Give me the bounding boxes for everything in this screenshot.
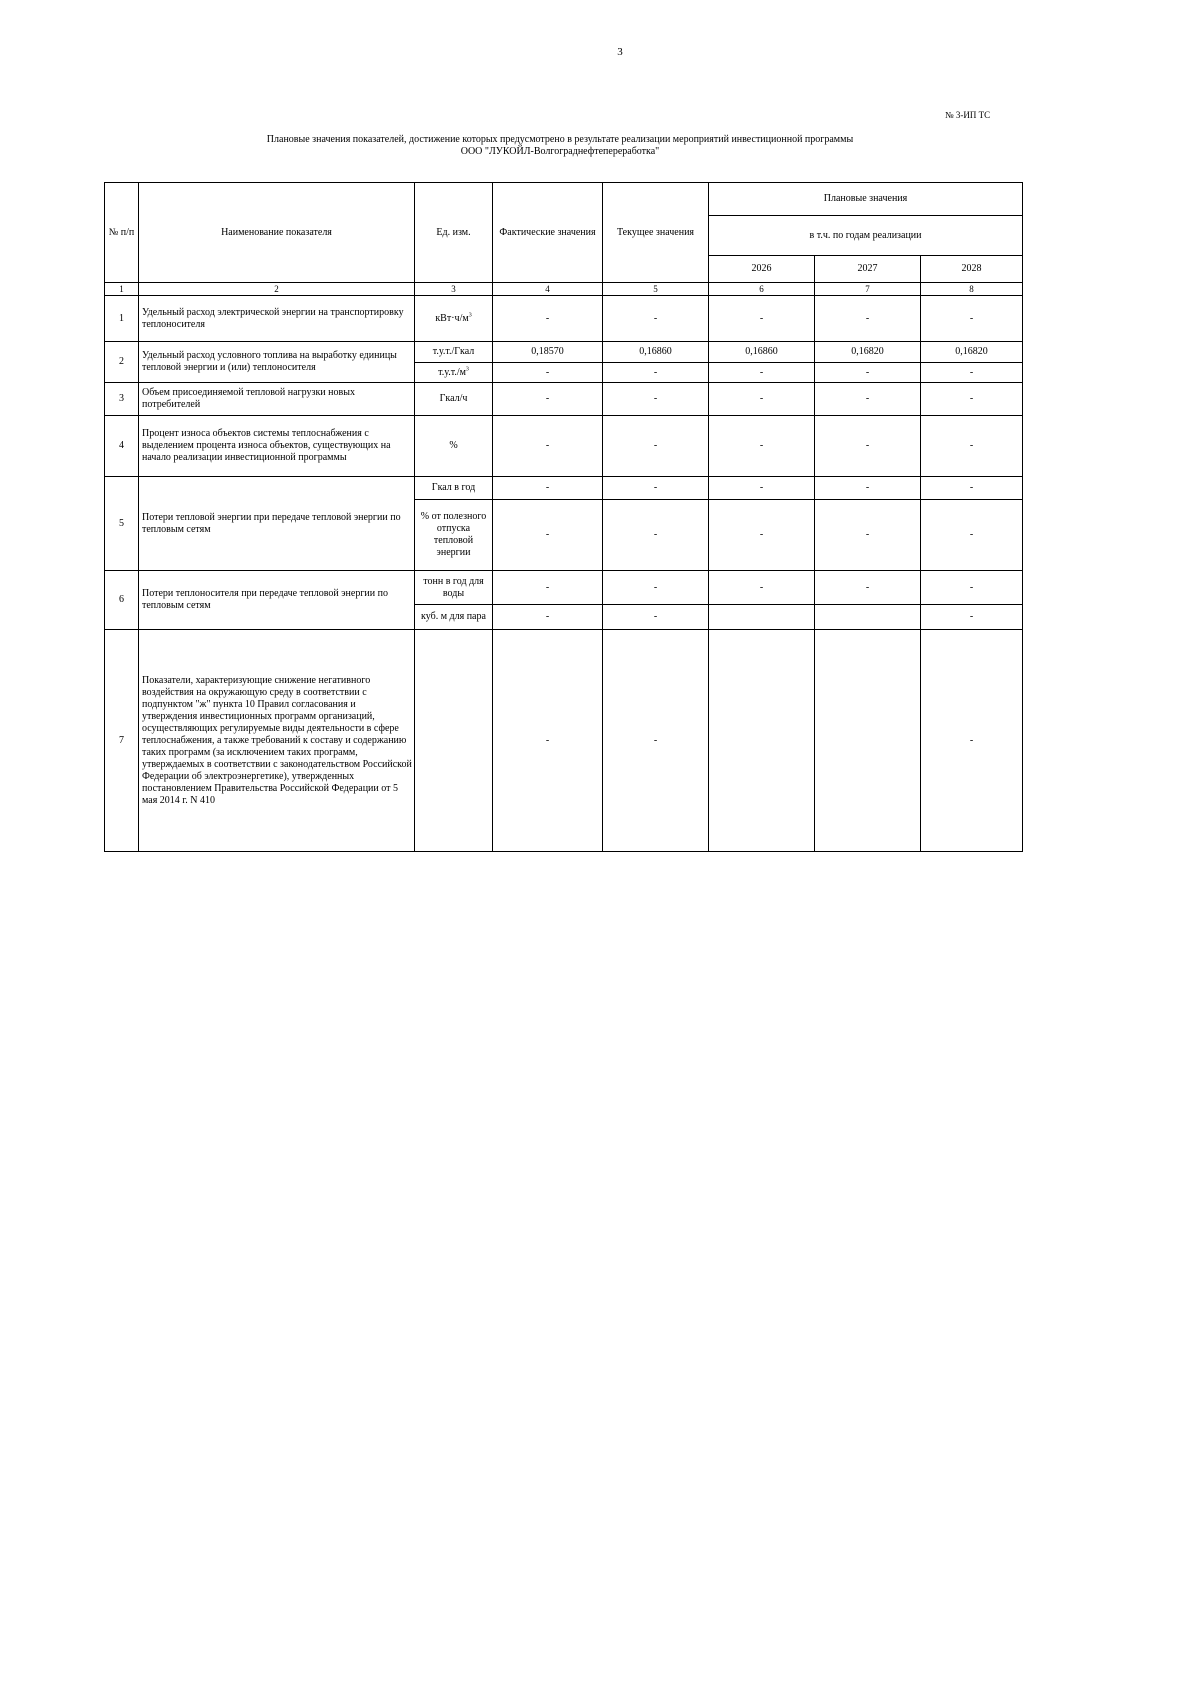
document-title bbox=[130, 134, 990, 158]
value-actual: - bbox=[493, 363, 603, 383]
column-number-row bbox=[105, 283, 1023, 296]
column-number: 6 bbox=[709, 283, 815, 296]
indicator-name: Потери тепловой энергии при передаче тепловой энергии по тепловым сетям bbox=[139, 477, 415, 571]
unit-cell: тонн в год для воды bbox=[415, 571, 493, 605]
value-2026: 0,16860 bbox=[709, 342, 815, 363]
unit-cell: Гкал в год bbox=[415, 477, 493, 500]
header-current: Текущее значения bbox=[603, 183, 709, 283]
unit-cell: куб. м для пара bbox=[415, 605, 493, 630]
unit-superscript: 3 bbox=[468, 312, 472, 319]
column-number: 4 bbox=[493, 283, 603, 296]
indicators-table bbox=[104, 182, 1023, 852]
row-number: 4 bbox=[105, 416, 139, 477]
value-2026: - bbox=[709, 296, 815, 342]
header-name: Наименование показателя bbox=[139, 183, 415, 283]
value-actual: - bbox=[493, 477, 603, 500]
value-actual: - bbox=[493, 571, 603, 605]
value-current: - bbox=[603, 383, 709, 416]
value-2026 bbox=[709, 630, 815, 852]
unit-text: кВт·ч/м bbox=[435, 312, 469, 324]
indicator-name: Потери теплоносителя при передаче тепловой энергии по тепловым сетям bbox=[139, 571, 415, 630]
table-row bbox=[105, 342, 1023, 363]
value-2026: - bbox=[709, 416, 815, 477]
row-number: 6 bbox=[105, 571, 139, 630]
header-no: № п/п bbox=[105, 183, 139, 283]
header-unit: Ед. изм. bbox=[415, 183, 493, 283]
value-2027: - bbox=[815, 500, 921, 571]
row-number: 1 bbox=[105, 296, 139, 342]
value-current: - bbox=[603, 416, 709, 477]
value-current: - bbox=[603, 363, 709, 383]
value-current: - bbox=[603, 296, 709, 342]
value-2026: - bbox=[709, 571, 815, 605]
header-year-2027: 2027 bbox=[815, 256, 921, 283]
unit-cell: % bbox=[415, 416, 493, 477]
value-2026: - bbox=[709, 383, 815, 416]
value-2027: - bbox=[815, 416, 921, 477]
value-2027 bbox=[815, 605, 921, 630]
unit-cell bbox=[415, 630, 493, 852]
value-actual: - bbox=[493, 383, 603, 416]
header-row-1 bbox=[105, 183, 1023, 216]
header-year-2028: 2028 bbox=[921, 256, 1023, 283]
value-2028: - bbox=[921, 477, 1023, 500]
value-2026 bbox=[709, 605, 815, 630]
table-row bbox=[105, 477, 1023, 500]
value-current: - bbox=[603, 630, 709, 852]
table-row bbox=[105, 571, 1023, 605]
value-2027 bbox=[815, 630, 921, 852]
header-by-years: в т.ч. по годам реализации bbox=[709, 216, 1023, 256]
table-row bbox=[105, 383, 1023, 416]
value-current: - bbox=[603, 605, 709, 630]
row-number: 3 bbox=[105, 383, 139, 416]
indicator-name: Удельный расход электрической энергии на транспортировку теплоносителя bbox=[139, 296, 415, 342]
value-2028: - bbox=[921, 630, 1023, 852]
value-actual: 0,18570 bbox=[493, 342, 603, 363]
header-actual: Фактические значения bbox=[493, 183, 603, 283]
table-row bbox=[105, 630, 1023, 852]
row-number: 7 bbox=[105, 630, 139, 852]
value-current: 0,16860 bbox=[603, 342, 709, 363]
header-planned: Плановые значения bbox=[709, 183, 1023, 216]
unit-superscript: 3 bbox=[465, 366, 469, 373]
value-2026: - bbox=[709, 500, 815, 571]
value-2027: - bbox=[815, 296, 921, 342]
row-number: 2 bbox=[105, 342, 139, 383]
document-title-line-1: Плановые значения показателей, достижение которых предусмотрено в результате реализации мероприятий инвестиционной программы bbox=[266, 134, 854, 145]
indicator-name: Процент износа объектов системы теплоснабжения с выделением процента износа объектов, существующих на начало реализации инвестиционной программы bbox=[139, 416, 415, 477]
unit-cell: т.у.т./Гкал bbox=[415, 342, 493, 363]
value-current: - bbox=[603, 571, 709, 605]
value-2028: - bbox=[921, 363, 1023, 383]
table-row bbox=[105, 296, 1023, 342]
value-2027: - bbox=[815, 571, 921, 605]
column-number: 5 bbox=[603, 283, 709, 296]
value-actual: - bbox=[493, 605, 603, 630]
value-2028: - bbox=[921, 416, 1023, 477]
value-2028: 0,16820 bbox=[921, 342, 1023, 363]
value-2027: 0,16820 bbox=[815, 342, 921, 363]
column-number: 3 bbox=[415, 283, 493, 296]
indicator-name: Объем присоединяемой тепловой нагрузки новых потребителей bbox=[139, 383, 415, 416]
value-current: - bbox=[603, 500, 709, 571]
unit-cell bbox=[415, 363, 493, 383]
value-actual: - bbox=[493, 500, 603, 571]
column-number: 2 bbox=[139, 283, 415, 296]
value-current: - bbox=[603, 477, 709, 500]
value-2028: - bbox=[921, 296, 1023, 342]
value-actual: - bbox=[493, 630, 603, 852]
indicator-name: Удельный расход условного топлива на выработку единицы тепловой энергии и (или) теплоносителя bbox=[139, 342, 415, 383]
page-number: 3 bbox=[617, 46, 623, 58]
value-2027: - bbox=[815, 477, 921, 500]
value-2027: - bbox=[815, 383, 921, 416]
column-number: 1 bbox=[105, 283, 139, 296]
unit-cell: % от полезного отпуска тепловой энергии bbox=[415, 500, 493, 571]
unit-cell bbox=[415, 296, 493, 342]
value-2027: - bbox=[815, 363, 921, 383]
value-2026: - bbox=[709, 363, 815, 383]
unit-cell: Гкал/ч bbox=[415, 383, 493, 416]
row-number: 5 bbox=[105, 477, 139, 571]
value-2028: - bbox=[921, 500, 1023, 571]
header-year-2026: 2026 bbox=[709, 256, 815, 283]
value-actual: - bbox=[493, 296, 603, 342]
indicator-name: Показатели, характеризующие снижение негативного воздействия на окружающую среду в соответствии с подпунктом "ж" пункта 10 Правил согласования и утверждения инвестиционных программ организаций, осуществляющих регулируемые виды деятельности в сфере теплоснабжения, а также требований к составу и содержанию таких программ (за исключением таких программ, утверждаемых в соответствии с законодательством Российской Федерации об электроэнергетике), утвержденных постановлением Правительства Российской Федерации от 5 мая 2014 г. N 410 bbox=[139, 630, 415, 852]
column-number: 8 bbox=[921, 283, 1023, 296]
form-code: № 3-ИП ТС bbox=[945, 110, 991, 120]
value-2026: - bbox=[709, 477, 815, 500]
unit-text: т.у.т./м bbox=[438, 366, 466, 378]
value-2028: - bbox=[921, 605, 1023, 630]
value-actual: - bbox=[493, 416, 603, 477]
document-title-line-2: ООО "ЛУКОЙЛ-Волгограднефтепереработка" bbox=[460, 146, 660, 157]
value-2028: - bbox=[921, 383, 1023, 416]
table-row bbox=[105, 416, 1023, 477]
value-2028: - bbox=[921, 571, 1023, 605]
column-number: 7 bbox=[815, 283, 921, 296]
